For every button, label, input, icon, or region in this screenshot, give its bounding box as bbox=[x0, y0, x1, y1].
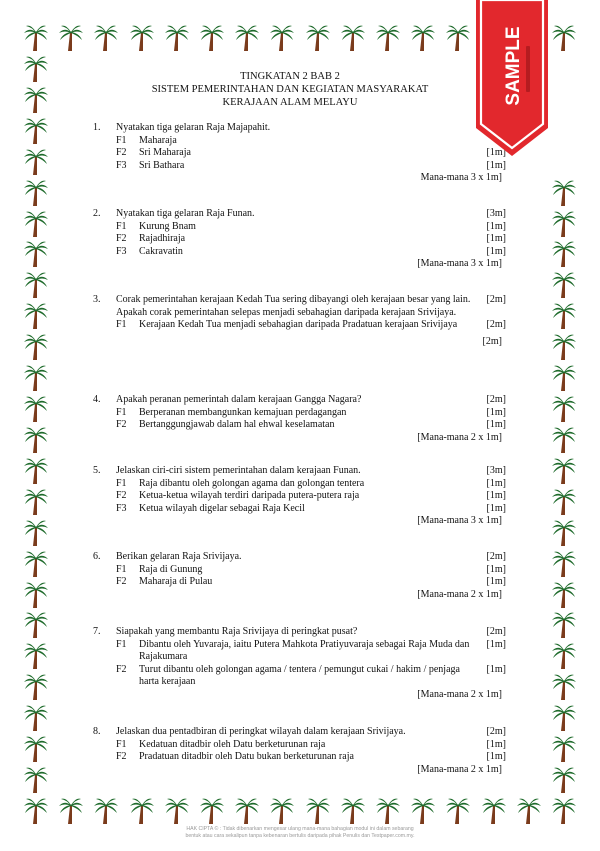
answer-line: F2 Bertanggungjawab dalam hal ehwal keselamatan [1m] bbox=[116, 419, 506, 430]
question-1 bbox=[93, 122, 506, 185]
ribbon-stripe bbox=[526, 46, 530, 92]
question-text: Corak pemerintahan kerajaan Kedah Tua sering dibayangi oleh kerajaan besar yang lain. Apakah corak pemerintahan selepas menjadi sebahagian daripada kerajaan Srivijaya. bbox=[116, 294, 471, 318]
sample-label: SAMPLE bbox=[503, 26, 524, 106]
answer-line: F1 Dibantu oleh Yuvaraja, iaitu Putera Mahkota Pratiyuvaraja sebagai Raja Muda dan Rajakumara [1m] bbox=[116, 638, 506, 662]
question-number: 6. bbox=[93, 551, 101, 562]
question-mark: [2m] bbox=[486, 551, 506, 562]
question-number: 4. bbox=[93, 394, 101, 405]
answer-line: F2 Pradatuan ditadbir oleh Datu bukan berketurunan raja [1m] bbox=[116, 751, 506, 762]
question-text: Jelaskan ciri-ciri sistem pemerintahan dalam kerajaan Funan. bbox=[116, 465, 361, 476]
answer-line: F3 Sri Bathara [1m] bbox=[116, 159, 506, 171]
answer-line: F3 Cakravatin [1m] bbox=[116, 245, 506, 257]
answer-line: F2 Sri Maharaja [1m] bbox=[116, 147, 506, 158]
title-line-3: KERAJAAN ALAM MELAYU bbox=[222, 97, 358, 108]
question-text: Nyatakan tiga gelaran Raja Majapahit. bbox=[116, 122, 271, 133]
question-number: 3. bbox=[93, 294, 101, 305]
total-marks: [Mana-mana 2 x 1m] bbox=[417, 763, 502, 775]
answer-line: F1 Raja dibantu oleh golongan agama dan golongan tentera [1m] bbox=[116, 477, 506, 489]
question-mark: [2m] bbox=[486, 294, 506, 305]
question-mark: [3m] bbox=[486, 208, 506, 219]
question-text: Jelaskan dua pentadbiran di peringkat wilayah dalam kerajaan Srivijaya. bbox=[116, 726, 406, 737]
question-3 bbox=[93, 294, 506, 348]
answer-line: F3 Ketua wilayah digelar sebagai Raja Kecil [1m] bbox=[116, 502, 506, 514]
question-number: 2. bbox=[93, 208, 101, 219]
question-number: 8. bbox=[93, 726, 101, 737]
total-marks: [Mana-mana 2 x 1m] bbox=[417, 688, 502, 700]
answer-line: F2 Rajadhiraja [1m] bbox=[116, 233, 506, 244]
total-marks: [Mana-mana 3 x 1m] bbox=[417, 515, 502, 526]
question-6 bbox=[93, 551, 506, 601]
total-marks: [Mana-mana 2 x 1m] bbox=[417, 588, 502, 600]
question-8 bbox=[93, 726, 506, 776]
question-number: 5. bbox=[93, 465, 101, 476]
answer-line: F1 Raja di Gunung [1m] bbox=[116, 563, 506, 575]
title-line-1: TINGKATAN 2 BAB 2 bbox=[240, 71, 340, 82]
total-marks: [Mana-mana 2 x 1m] bbox=[417, 431, 502, 443]
question-mark: [2m] bbox=[486, 626, 506, 637]
title-line-2: SISTEM PEMERINTAHAN DAN KEGIATAN MASYARAKAT bbox=[151, 84, 429, 95]
question-text: Nyatakan tiga gelaran Raja Funan. bbox=[116, 208, 255, 219]
answer-line: F1 Berperanan membangunkan kemajuan perdagangan [1m] bbox=[116, 406, 506, 418]
footer-line-1: HAK CIPTA © : Tidak dibenarkan mengesar ulang mana-mana bahagian modul ini dalam sebarang bbox=[186, 826, 414, 832]
question-mark: [2m] bbox=[486, 726, 506, 737]
page-title bbox=[120, 70, 460, 109]
question-4 bbox=[93, 394, 506, 444]
answer-line: F1 Kerajaan Kedah Tua menjadi sebahagian daripada Pradatuan kerajaan Srivijaya [2m] bbox=[116, 319, 506, 330]
total-marks: [Mana-mana 3 x 1m] bbox=[417, 258, 502, 269]
answer-line: F1 Maharaja bbox=[116, 134, 177, 146]
question-7 bbox=[93, 626, 506, 701]
question-5 bbox=[93, 465, 506, 528]
question-number: 7. bbox=[93, 626, 101, 637]
copyright-footer bbox=[140, 826, 460, 840]
question-text: Apakah peranan pemerintah dalam kerajaan Gangga Nagara? bbox=[116, 394, 362, 405]
answer-line: F1 Kurung Bnam [1m] bbox=[116, 220, 506, 232]
answer-line: F2 Maharaja di Pulau [1m] bbox=[116, 576, 506, 587]
question-2 bbox=[93, 208, 506, 271]
total-marks: Mana-mana 3 x 1m] bbox=[420, 172, 502, 183]
footer-line-2: bentuk atau cara sekalipun tanpa kebenaran bertulis daripada pihak Penulis dan Testpaper.com.my. bbox=[185, 833, 415, 839]
answer-line: F2 Turut dibantu oleh golongan agama / tentera / pemungut cukai / hakim / penjaga harta kerajaan [1m] bbox=[116, 663, 506, 687]
sample-ribbon bbox=[476, 0, 548, 156]
question-text: Berikan gelaran Raja Srivijaya. bbox=[116, 551, 242, 562]
answer-line: F1 Kedatuan ditadbir oleh Datu berketurunan raja [1m] bbox=[116, 738, 506, 750]
question-mark: [2m] bbox=[486, 394, 506, 405]
extra-marks: [2m] bbox=[482, 335, 502, 347]
question-number: 1. bbox=[93, 122, 101, 133]
question-mark: [3m] bbox=[486, 465, 506, 476]
answer-line: F2 Ketua-ketua wilayah terdiri daripada putera-putera raja [1m] bbox=[116, 490, 506, 501]
question-text: Siapakah yang membantu Raja Srivijaya di peringkat pusat? bbox=[116, 626, 358, 637]
